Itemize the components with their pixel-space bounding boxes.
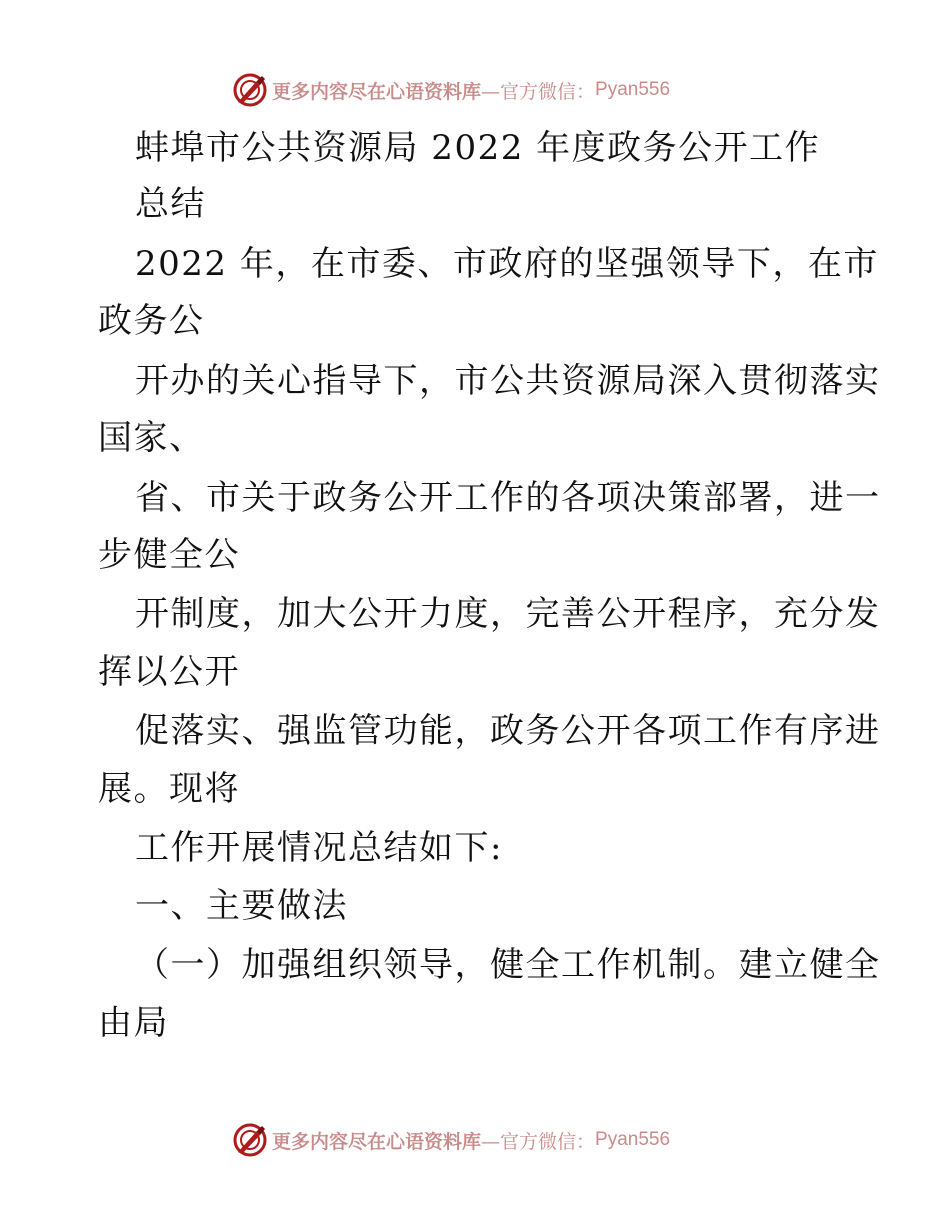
- section-heading: 一、主要做法: [135, 886, 348, 926]
- watermark-contact-id: Pyan556: [595, 1129, 671, 1150]
- watermark-banner-bottom: [232, 1120, 752, 1160]
- paragraph-line: 促落实、强监管功能，政务公开各项工作有序进: [135, 711, 881, 751]
- paragraph-line: 展。现将: [98, 769, 240, 809]
- paragraph-line: 开制度，加大公开力度，完善公开程序，充分发: [135, 594, 881, 634]
- watermark-separator-text: —官方微信：: [481, 1130, 596, 1153]
- paragraph-line: 步健全公: [98, 535, 240, 575]
- watermark-main-text: 更多内容尽在心语资料库: [272, 1130, 482, 1153]
- paragraph-line: 政务公: [98, 301, 205, 341]
- doc-title-line-2: 总结: [135, 184, 206, 224]
- paragraph-line: 挥以公开: [98, 652, 240, 692]
- paragraph-line: 国家、: [98, 418, 205, 458]
- pen-logo-icon: [232, 1122, 268, 1158]
- paragraph-line: 工作开展情况总结如下:: [135, 828, 503, 868]
- watermark-main-text: 更多内容尽在心语资料库: [272, 80, 482, 103]
- watermark-contact-id: Pyan556: [595, 79, 671, 100]
- pen-logo-icon: [232, 72, 268, 108]
- watermark-banner-top: [232, 70, 752, 110]
- paragraph-line: 由局: [98, 1003, 169, 1043]
- paragraph-line: 2022 年，在市委、市政府的坚强领导下，在市: [135, 244, 879, 284]
- paragraph-line: 开办的关心指导下，市公共资源局深入贯彻落实: [135, 361, 881, 401]
- paragraph-line: 省、市关于政务公开工作的各项决策部署，进一: [135, 478, 881, 518]
- doc-title-line-1: 蚌埠市公共资源局 2022 年度政务公开工作: [135, 128, 821, 168]
- subsection-heading-line: （一）加强组织领导，健全工作机制。建立健全: [135, 945, 881, 985]
- watermark-separator-text: —官方微信：: [481, 80, 596, 103]
